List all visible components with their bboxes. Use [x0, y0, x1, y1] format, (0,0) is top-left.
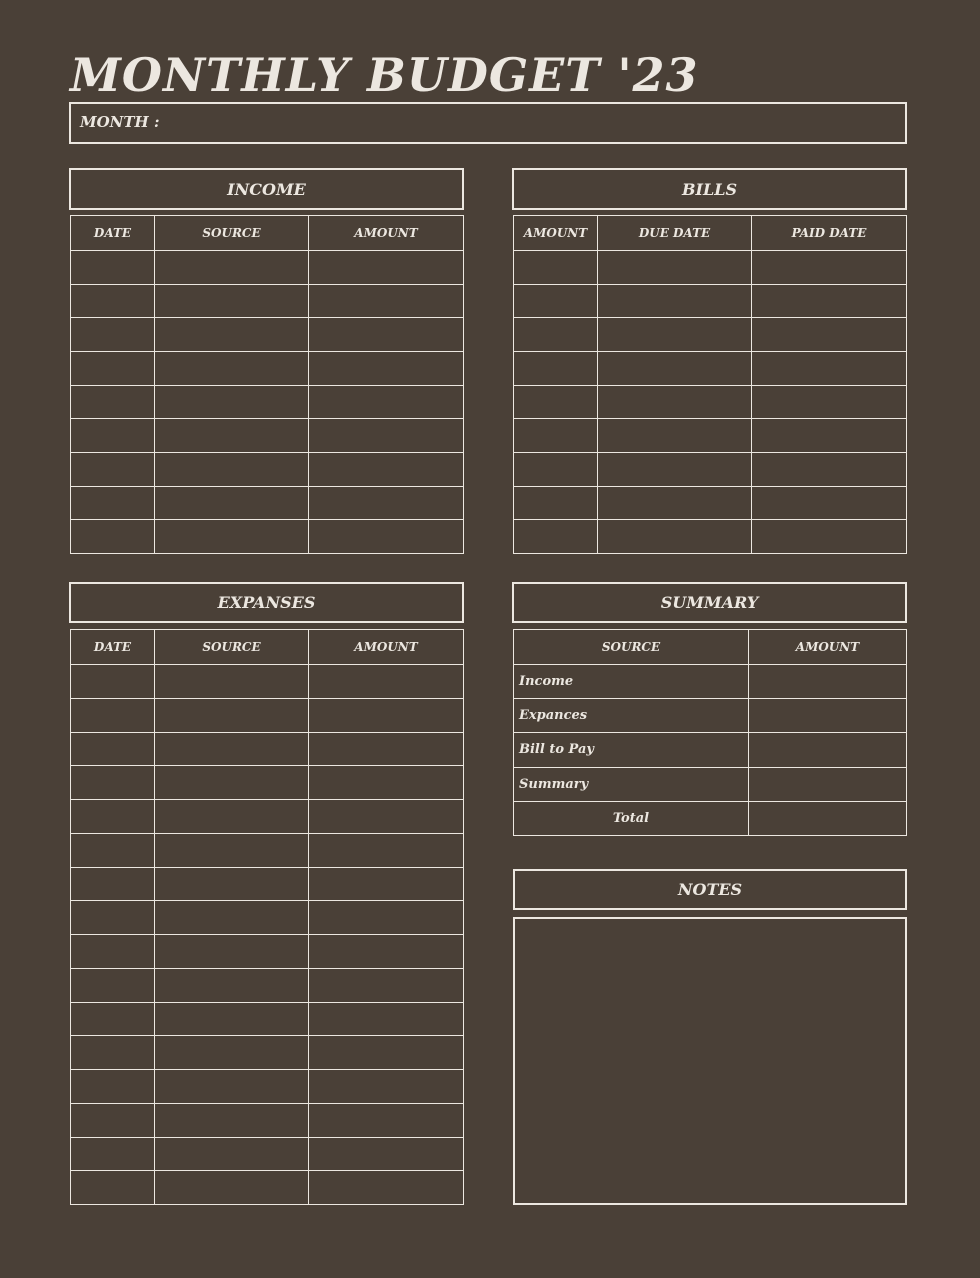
expanses-col-amount: AMOUNT	[309, 630, 464, 665]
table-cell[interactable]	[598, 385, 752, 419]
summary-col-source: SOURCE	[514, 630, 749, 665]
table-cell[interactable]	[309, 1137, 464, 1171]
table-cell[interactable]	[155, 284, 309, 318]
table-cell[interactable]	[514, 351, 598, 385]
table-cell[interactable]	[71, 1070, 155, 1104]
table-cell[interactable]	[514, 419, 598, 453]
table-cell[interactable]	[155, 800, 309, 834]
table-cell[interactable]	[155, 935, 309, 969]
table-row	[71, 385, 464, 419]
table-cell[interactable]	[752, 419, 907, 453]
table-cell[interactable]	[155, 1137, 309, 1171]
table-cell[interactable]	[155, 351, 309, 385]
table-row	[514, 419, 907, 453]
table-row	[71, 766, 464, 800]
table-cell[interactable]	[155, 385, 309, 419]
table-cell[interactable]	[309, 284, 464, 318]
table-cell[interactable]	[309, 698, 464, 732]
table-cell[interactable]	[309, 732, 464, 766]
table-cell[interactable]	[155, 698, 309, 732]
table-cell[interactable]	[309, 385, 464, 419]
table-cell[interactable]	[514, 385, 598, 419]
table-cell[interactable]	[309, 665, 464, 699]
table-cell[interactable]	[309, 800, 464, 834]
table-cell[interactable]	[155, 1171, 309, 1205]
table-cell[interactable]	[752, 284, 907, 318]
expanses-col-date: DATE	[71, 630, 155, 665]
table-cell[interactable]	[309, 251, 464, 285]
table-cell[interactable]	[155, 1070, 309, 1104]
table-cell[interactable]	[752, 385, 907, 419]
table-cell[interactable]	[155, 833, 309, 867]
table-cell[interactable]	[309, 486, 464, 520]
table-row	[71, 1171, 464, 1205]
table-cell[interactable]	[71, 665, 155, 699]
table-row	[514, 452, 907, 486]
table-cell[interactable]	[598, 419, 752, 453]
table-cell[interactable]	[71, 419, 155, 453]
table-row	[71, 1103, 464, 1137]
table-row	[71, 486, 464, 520]
table-cell[interactable]	[71, 1137, 155, 1171]
table-row	[71, 665, 464, 699]
table-cell[interactable]	[598, 318, 752, 352]
table-cell[interactable]	[71, 968, 155, 1002]
table-cell[interactable]	[71, 385, 155, 419]
table-row	[71, 351, 464, 385]
table-cell[interactable]	[155, 1103, 309, 1137]
table-cell[interactable]	[71, 251, 155, 285]
summary-row-expances: Expances	[514, 699, 749, 733]
income-col-amount: AMOUNT	[309, 216, 464, 251]
table-cell[interactable]	[71, 318, 155, 352]
table-row	[71, 833, 464, 867]
table-cell[interactable]	[752, 520, 907, 554]
table-cell[interactable]	[514, 318, 598, 352]
table-cell[interactable]	[71, 1036, 155, 1070]
table-cell[interactable]	[752, 351, 907, 385]
table-cell[interactable]	[752, 452, 907, 486]
month-field[interactable]	[69, 102, 907, 144]
table-cell[interactable]	[309, 1171, 464, 1205]
table-row	[71, 318, 464, 352]
table-cell[interactable]	[155, 419, 309, 453]
table-cell[interactable]	[309, 452, 464, 486]
table-cell[interactable]	[309, 318, 464, 352]
summary-row-summary: Summary	[514, 767, 749, 801]
page-title: MONTHLY BUDGET '23	[70, 48, 699, 102]
table-cell[interactable]	[309, 833, 464, 867]
table-cell[interactable]	[309, 766, 464, 800]
summary-amount-cell[interactable]	[749, 767, 907, 801]
table-cell[interactable]	[71, 833, 155, 867]
table-cell[interactable]	[155, 901, 309, 935]
table-cell[interactable]	[155, 1036, 309, 1070]
expanses-heading: EXPANSES	[69, 582, 464, 623]
table-row	[71, 419, 464, 453]
table-cell[interactable]	[514, 452, 598, 486]
bills-col-due-date: DUE DATE	[598, 216, 752, 251]
income-table	[70, 215, 464, 554]
table-cell[interactable]	[309, 520, 464, 554]
table-row	[71, 698, 464, 732]
table-cell[interactable]	[309, 1036, 464, 1070]
table-cell[interactable]	[71, 766, 155, 800]
table-cell[interactable]	[514, 284, 598, 318]
table-cell[interactable]	[514, 520, 598, 554]
table-cell[interactable]	[155, 318, 309, 352]
summary-amount-cell[interactable]	[749, 801, 907, 835]
table-cell[interactable]	[598, 351, 752, 385]
table-row	[514, 284, 907, 318]
table-row	[514, 251, 907, 285]
table-cell[interactable]	[155, 665, 309, 699]
table-row	[71, 1036, 464, 1070]
table-cell[interactable]	[309, 1103, 464, 1137]
table-cell[interactable]	[71, 800, 155, 834]
table-row	[71, 935, 464, 969]
table-row	[71, 251, 464, 285]
table-cell[interactable]	[514, 486, 598, 520]
table-cell[interactable]	[514, 251, 598, 285]
bills-col-amount: AMOUNT	[514, 216, 598, 251]
summary-table	[513, 629, 907, 836]
table-row	[514, 385, 907, 419]
summary-row-bill-to-pay: Bill to Pay	[514, 733, 749, 767]
table-cell[interactable]	[71, 1171, 155, 1205]
table-cell[interactable]	[155, 732, 309, 766]
table-cell[interactable]	[309, 1070, 464, 1104]
table-cell[interactable]	[309, 419, 464, 453]
table-cell[interactable]	[71, 698, 155, 732]
table-cell[interactable]	[752, 251, 907, 285]
table-cell[interactable]	[155, 452, 309, 486]
table-cell[interactable]	[71, 1103, 155, 1137]
income-col-date: DATE	[71, 216, 155, 251]
summary-amount-cell[interactable]	[749, 699, 907, 733]
summary-row-total: Total	[514, 801, 749, 835]
summary-row-income: Income	[514, 665, 749, 699]
table-cell[interactable]	[752, 318, 907, 352]
expanses-table	[70, 629, 464, 1205]
table-cell[interactable]	[155, 251, 309, 285]
table-cell[interactable]	[598, 486, 752, 520]
table-cell[interactable]	[71, 935, 155, 969]
table-cell[interactable]	[155, 867, 309, 901]
summary-col-amount: AMOUNT	[749, 630, 907, 665]
table-cell[interactable]	[598, 284, 752, 318]
table-row	[71, 867, 464, 901]
table-row	[71, 968, 464, 1002]
table-cell[interactable]	[71, 520, 155, 554]
table-cell[interactable]	[598, 251, 752, 285]
table-row	[71, 732, 464, 766]
table-row	[514, 351, 907, 385]
table-row	[514, 486, 907, 520]
table-cell[interactable]	[752, 486, 907, 520]
summary-heading: SUMMARY	[512, 582, 907, 623]
table-cell[interactable]	[71, 1002, 155, 1036]
notes-area[interactable]	[513, 917, 907, 1205]
table-row	[71, 452, 464, 486]
table-cell[interactable]	[71, 901, 155, 935]
bills-col-paid-date: PAID DATE	[752, 216, 907, 251]
table-cell[interactable]	[598, 452, 752, 486]
table-row	[71, 520, 464, 554]
income-heading: INCOME	[69, 168, 464, 210]
table-cell[interactable]	[155, 1002, 309, 1036]
table-cell[interactable]	[155, 766, 309, 800]
income-col-source: SOURCE	[155, 216, 309, 251]
table-cell[interactable]	[309, 867, 464, 901]
table-cell[interactable]	[155, 486, 309, 520]
table-row	[71, 800, 464, 834]
table-cell[interactable]	[71, 732, 155, 766]
table-cell[interactable]	[598, 520, 752, 554]
table-row	[514, 318, 907, 352]
table-cell[interactable]	[155, 520, 309, 554]
table-cell[interactable]	[71, 452, 155, 486]
table-row	[71, 901, 464, 935]
notes-heading: NOTES	[513, 869, 907, 910]
table-cell[interactable]	[71, 284, 155, 318]
summary-amount-cell[interactable]	[749, 733, 907, 767]
table-cell[interactable]	[309, 1002, 464, 1036]
table-cell[interactable]	[309, 351, 464, 385]
summary-amount-cell[interactable]	[749, 665, 907, 699]
table-cell[interactable]	[309, 901, 464, 935]
month-label: MONTH :	[80, 113, 160, 131]
table-cell[interactable]	[155, 968, 309, 1002]
table-row	[71, 284, 464, 318]
table-cell[interactable]	[71, 867, 155, 901]
table-cell[interactable]	[309, 935, 464, 969]
table-row	[71, 1070, 464, 1104]
expanses-col-source: SOURCE	[155, 630, 309, 665]
table-row	[514, 520, 907, 554]
table-cell[interactable]	[71, 486, 155, 520]
table-row	[71, 1137, 464, 1171]
table-cell[interactable]	[309, 968, 464, 1002]
bills-heading: BILLS	[512, 168, 907, 210]
bills-table	[513, 215, 907, 554]
table-row	[71, 1002, 464, 1036]
table-cell[interactable]	[71, 351, 155, 385]
